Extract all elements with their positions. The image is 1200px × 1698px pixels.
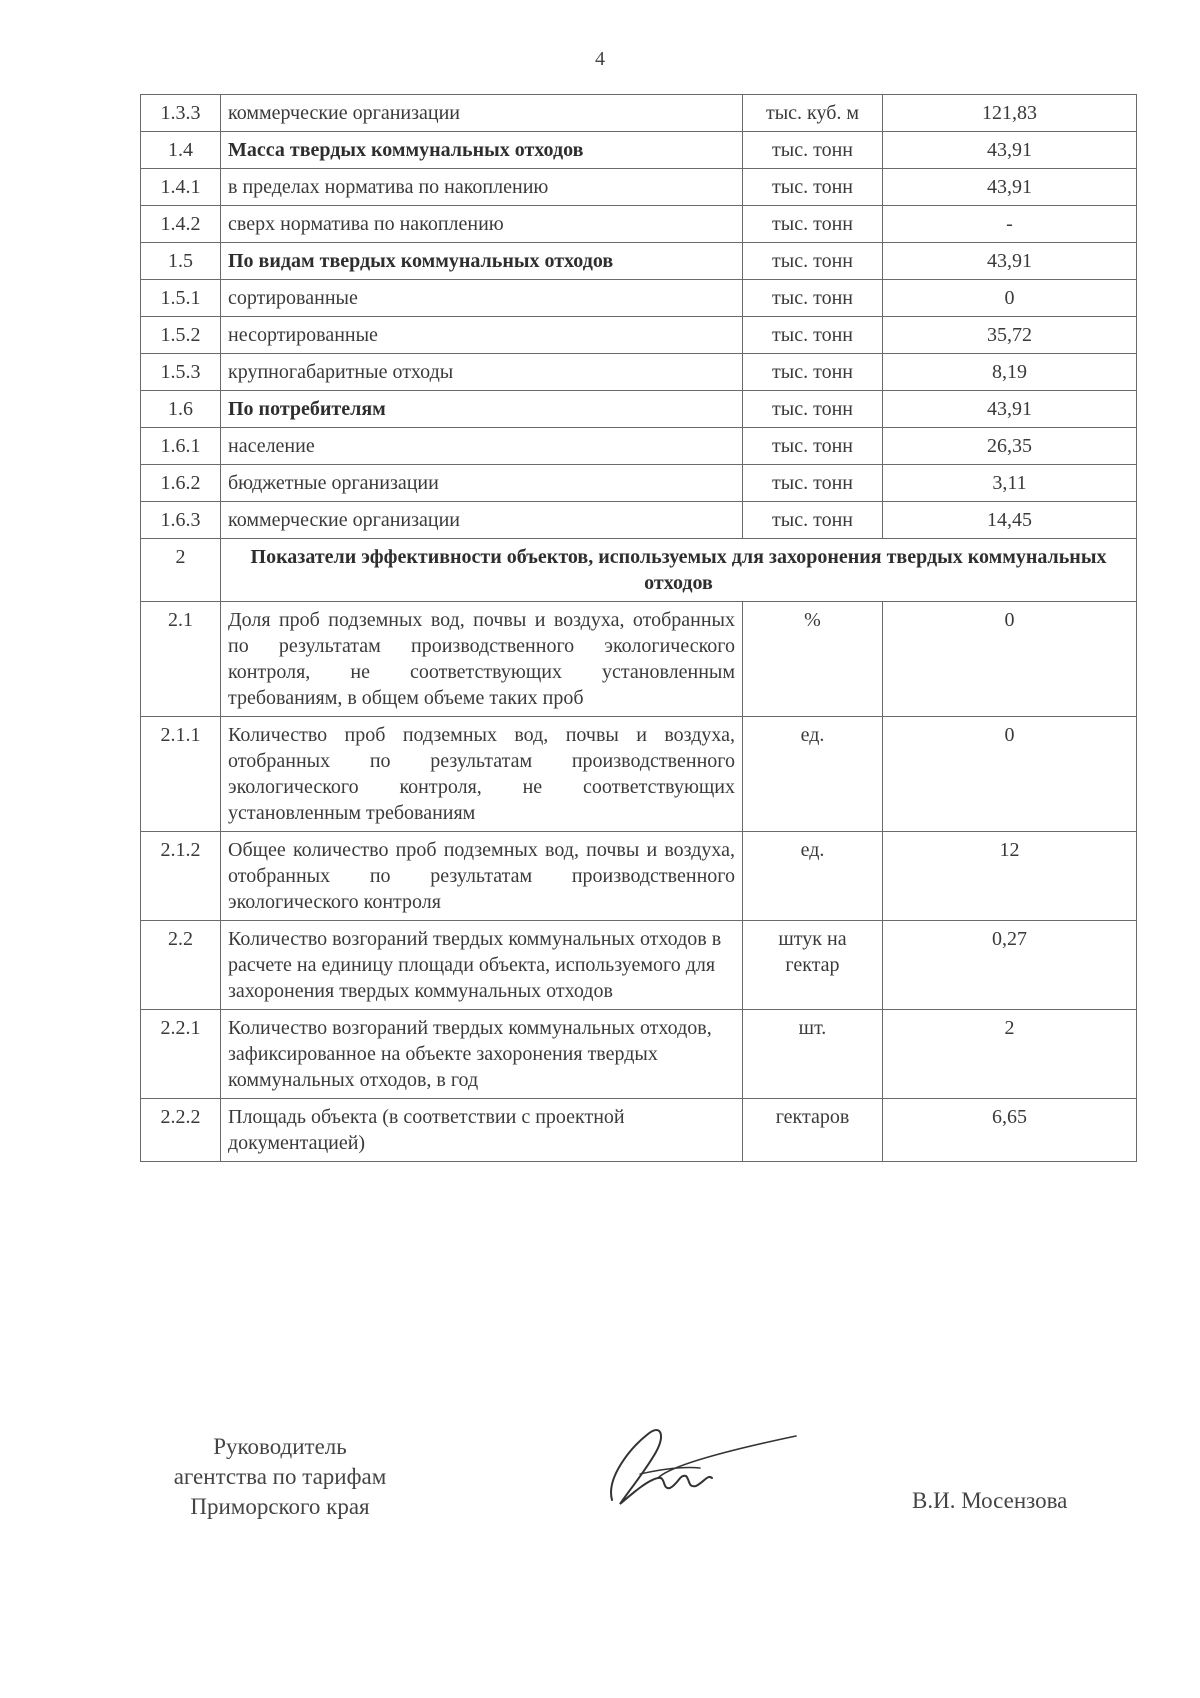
table-row <box>141 1010 1137 1099</box>
table-row <box>141 169 1137 206</box>
row-unit: тыс. куб. м <box>743 95 883 132</box>
row-unit: тыс. тонн <box>743 169 883 206</box>
row-unit: штук на гектар <box>743 921 883 1010</box>
row-name: Количество возгораний твердых коммунальных отходов, зафиксированное на объекте захоронения твердых коммунальных отходов, в год <box>221 1010 743 1099</box>
row-value: 8,19 <box>883 354 1137 391</box>
row-number: 2.2 <box>141 921 221 1010</box>
row-number: 2.1.1 <box>141 717 221 832</box>
row-name: Масса твердых коммунальных отходов <box>221 132 743 169</box>
row-value: 43,91 <box>883 132 1137 169</box>
table-row <box>141 921 1137 1010</box>
table-row <box>141 317 1137 354</box>
table-row <box>141 502 1137 539</box>
signature-block <box>0 1432 1200 1552</box>
row-number: 1.6.3 <box>141 502 221 539</box>
row-value: 43,91 <box>883 169 1137 206</box>
row-name: коммерческие организации <box>221 95 743 132</box>
row-name: Доля проб подземных вод, почвы и воздуха, отобранных по результатам производственного экологического контроля, не соответствующих установленным требованиям, в общем объеме таких проб <box>221 602 743 717</box>
row-name: Площадь объекта (в соответствии с проектной документацией) <box>221 1099 743 1162</box>
signatory-title-line: Руководитель <box>213 1434 347 1459</box>
row-number: 1.5.1 <box>141 280 221 317</box>
section-title: Показатели эффективности объектов, используемых для захоронения твердых коммунальных отходов <box>221 539 1137 602</box>
row-value: - <box>883 206 1137 243</box>
handwritten-signature <box>600 1408 800 1528</box>
row-unit: тыс. тонн <box>743 391 883 428</box>
row-number: 1.4 <box>141 132 221 169</box>
table-row <box>141 243 1137 280</box>
row-unit: тыс. тонн <box>743 465 883 502</box>
row-number: 1.6.1 <box>141 428 221 465</box>
table-row <box>141 1099 1137 1162</box>
table-body-section2 <box>141 602 1137 1162</box>
row-value: 26,35 <box>883 428 1137 465</box>
row-unit: ед. <box>743 717 883 832</box>
row-value: 0 <box>883 280 1137 317</box>
row-value: 0 <box>883 602 1137 717</box>
row-unit: тыс. тонн <box>743 428 883 465</box>
row-value: 35,72 <box>883 317 1137 354</box>
table-row <box>141 95 1137 132</box>
row-unit: тыс. тонн <box>743 280 883 317</box>
row-name: несортированные <box>221 317 743 354</box>
row-unit: тыс. тонн <box>743 317 883 354</box>
row-number: 1.5.3 <box>141 354 221 391</box>
table-row <box>141 206 1137 243</box>
row-name: По видам твердых коммунальных отходов <box>221 243 743 280</box>
row-unit: гектаров <box>743 1099 883 1162</box>
row-unit: тыс. тонн <box>743 354 883 391</box>
row-number: 2.1 <box>141 602 221 717</box>
table-row <box>141 354 1137 391</box>
table-row <box>141 391 1137 428</box>
indicators-table <box>140 94 1137 1162</box>
row-name: сортированные <box>221 280 743 317</box>
row-number: 1.5.2 <box>141 317 221 354</box>
row-unit: ед. <box>743 832 883 921</box>
row-number: 1.3.3 <box>141 95 221 132</box>
row-name: крупногабаритные отходы <box>221 354 743 391</box>
row-name: население <box>221 428 743 465</box>
table-row <box>141 428 1137 465</box>
signatory-title-line: Приморского края <box>190 1494 370 1519</box>
row-unit: % <box>743 602 883 717</box>
table-row <box>141 132 1137 169</box>
table-row <box>141 717 1137 832</box>
row-number: 2.2.2 <box>141 1099 221 1162</box>
row-name: коммерческие организации <box>221 502 743 539</box>
row-number: 1.5 <box>141 243 221 280</box>
row-unit: тыс. тонн <box>743 132 883 169</box>
row-value: 43,91 <box>883 391 1137 428</box>
row-name: сверх норматива по накоплению <box>221 206 743 243</box>
row-unit: шт. <box>743 1010 883 1099</box>
row-number: 2.1.2 <box>141 832 221 921</box>
row-value: 121,83 <box>883 95 1137 132</box>
row-value: 12 <box>883 832 1137 921</box>
row-value: 43,91 <box>883 243 1137 280</box>
signatory-name: В.И. Мосензова <box>912 1488 1068 1513</box>
row-name: Количество проб подземных вод, почвы и воздуха, отобранных по результатам производственного экологического контроля, не соответствующих установленным требованиям <box>221 717 743 832</box>
row-number: 2.2.1 <box>141 1010 221 1099</box>
section-number: 2 <box>141 539 221 602</box>
table-row <box>141 832 1137 921</box>
row-value: 2 <box>883 1010 1137 1099</box>
row-number: 1.6.2 <box>141 465 221 502</box>
row-value: 14,45 <box>883 502 1137 539</box>
row-name: бюджетные организации <box>221 465 743 502</box>
row-unit: тыс. тонн <box>743 206 883 243</box>
row-unit: тыс. тонн <box>743 243 883 280</box>
table-section-2 <box>141 539 1137 602</box>
row-number: 1.4.1 <box>141 169 221 206</box>
row-value: 6,65 <box>883 1099 1137 1162</box>
table-row <box>141 602 1137 717</box>
row-number: 1.6 <box>141 391 221 428</box>
row-name: Количество возгораний твердых коммунальных отходов в расчете на единицу площади объекта, используемого для захоронения твердых коммунальных отходов <box>221 921 743 1010</box>
table-row <box>141 465 1137 502</box>
row-value: 0,27 <box>883 921 1137 1010</box>
row-name: По потребителям <box>221 391 743 428</box>
signatory-title <box>146 1432 414 1522</box>
row-value: 0 <box>883 717 1137 832</box>
row-value: 3,11 <box>883 465 1137 502</box>
table-body-section1 <box>141 95 1137 539</box>
page-number: 4 <box>595 48 605 70</box>
table-row <box>141 280 1137 317</box>
section-header-row <box>141 539 1137 602</box>
row-name: в пределах норматива по накоплению <box>221 169 743 206</box>
row-number: 1.4.2 <box>141 206 221 243</box>
signatory-title-line: агентства по тарифам <box>173 1464 387 1489</box>
row-name: Общее количество проб подземных вод, почвы и воздуха, отобранных по результатам производственного экологического контроля <box>221 832 743 921</box>
row-unit: тыс. тонн <box>743 502 883 539</box>
